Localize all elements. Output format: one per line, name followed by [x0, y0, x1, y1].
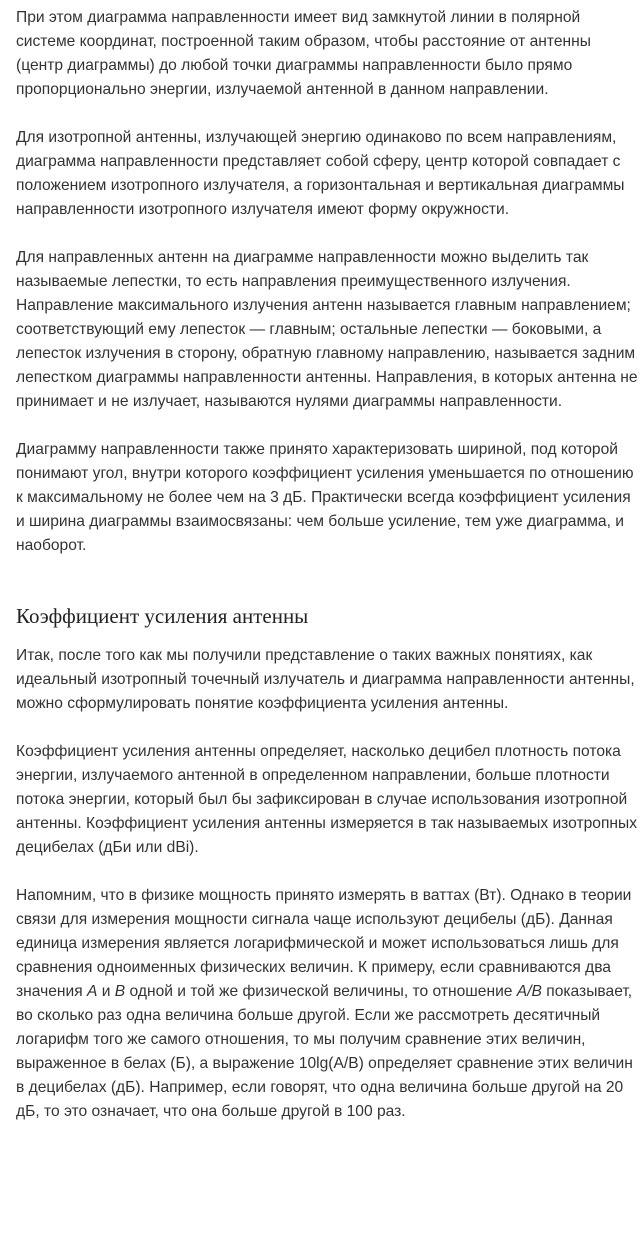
decibels-text-1: Напомним, что в физике мощность принято измерять в ваттах (Вт). Однако в теории связи для измерения мощности сигнала чаще используют децибелы (дБ). Данная единица измерения является логарифмической и может использоваться лишь для сравнения одноименных физических величин. К примеру, если сравниваются два значения [16, 887, 632, 1000]
paragraph-gain-intro: Итак, после того как мы получили представление о таких важных понятиях, как идеальный изотропный точечный излучатель и диаграмма направленности антенны, можно сформулировать понятие коэффициента усиления антенны. [16, 647, 635, 712]
article-body [16, 6, 638, 1148]
decibels-text-3: одной и той же физической величины, то отношение [125, 983, 517, 1000]
paragraph-decibels [16, 884, 638, 1124]
paragraph-lobes: Для направленных антенн на диаграмме направленности можно выделить так называемые лепестки, то есть направления преимущественного излучения. Направление максимального излучения антенн называется главным направлением; соответствующий ему лепесток — главным; остальные лепестки — боковыми, а лепесток излучения в сторону, обратную главному направлению, называется задним лепестком диаграммы направленности антенны. Направления, в которых антенна не принимает и не излучает, называются нулями диаграммы направленности. [16, 249, 638, 410]
ratio-a-b: A/B [516, 983, 542, 1000]
decibels-text-4: показывает, во сколько раз одна величина больше другой. Если же рассмотреть десятичный логарифм того же самого отношения, то мы получим сравнение этих величин, выраженное в белах (Б), а выражение 10lg(A/B) определяет сравнение этих величин в децибелах (дБ). Например, если говорят, что одна величина больше другой на 20 дБ, то это означает, что она больше другой в 100 раз. [16, 983, 633, 1120]
paragraph-polar-diagram: При этом диаграмма направленности имеет вид замкнутой линии в полярной системе координат, построенной таким образом, чтобы расстояние от антенны (центр диаграммы) до любой точки диаграммы направленности было прямо пропорционально энергии, излучаемой антенной в данном направлении. [16, 9, 591, 98]
decibels-text-2: и [97, 983, 115, 1000]
paragraph-gain-definition: Коэффициент усиления антенны определяет, насколько децибел плотность потока энергии, излучаемого антенной в определенном направлении, больше плотности потока энергии, который был бы зафиксирован в случае использования изотропной антенны. Коэффициент усиления антенны измеряется в так называемых изотропных децибелах (дБи или dBi). [16, 743, 638, 856]
paragraph-isotropic-antenna: Для изотропной антенны, излучающей энергию одинаково по всем направлениям, диаграмма направленности представляет собой сферу, центр которой совпадает с положением изотропного излучателя, а горизонтальная и вертикальная диаграммы направленности изотропного излучателя имеют форму окружности. [16, 129, 625, 218]
paragraph-beamwidth: Диаграмму направленности также принято характеризовать шириной, под которой понимают угол, внутри которого коэффициент усиления уменьшается по отношению к максимальному не более чем на 3 дБ. Практически всегда коэффициент усиления и ширина диаграммы взаимосвязаны: чем больше усиление, тем уже диаграмма, и наоборот. [16, 441, 634, 554]
section-heading-antenna-gain: Коэффициент усиления антенны [16, 604, 309, 628]
variable-b: B [114, 983, 126, 1000]
variable-a: A [87, 983, 98, 1000]
